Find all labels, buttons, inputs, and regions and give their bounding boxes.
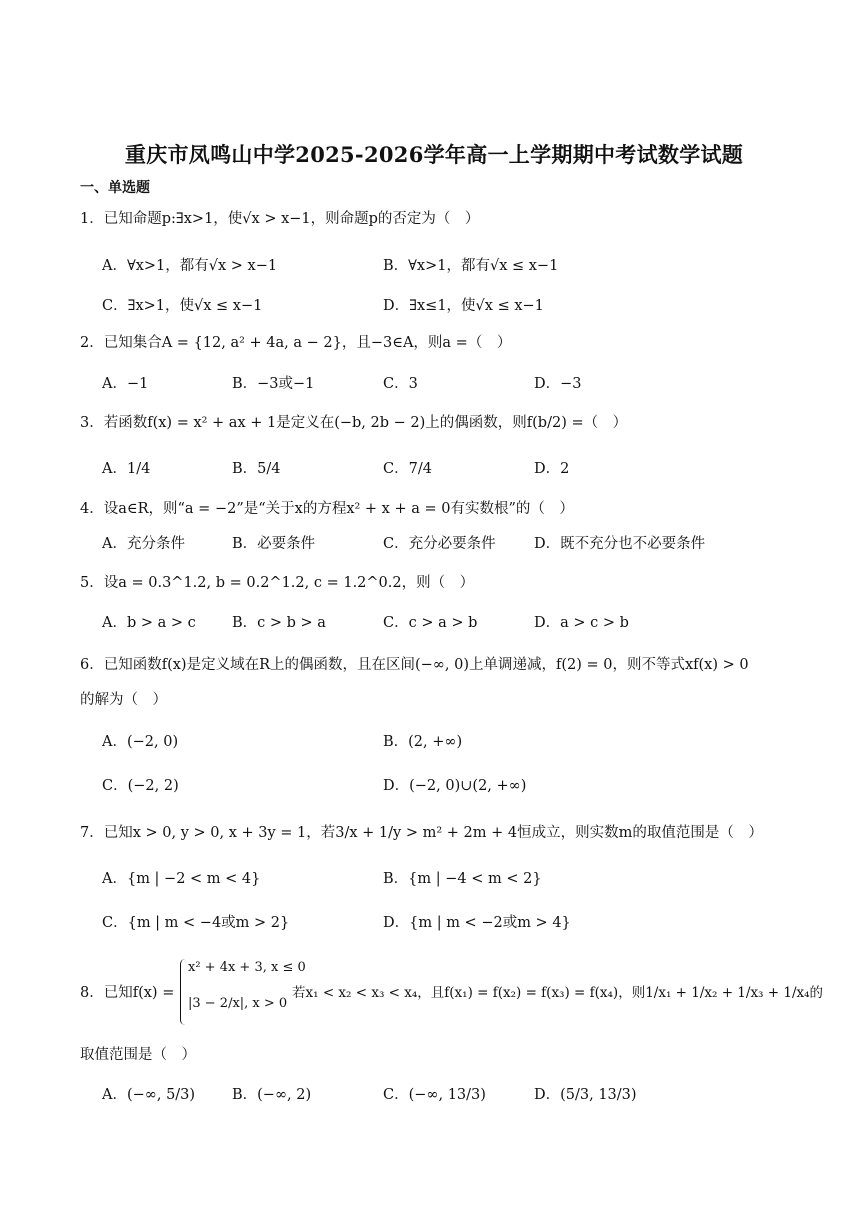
question-2-stem: 2．已知集合A = {12, a² + 4a, a − 2}，且−3∈A，则a =（ ） <box>80 335 512 351</box>
question-5-stem: 5．设a = 0.3^1.2, b = 0.2^1.2, c = 1.2^0.2，则（ ） <box>80 575 475 591</box>
question-3-option-b[interactable]: B．5/4 <box>232 461 281 477</box>
question-8-stem-continued: 取值范围是（ ） <box>80 1047 196 1063</box>
question-8-option-b[interactable]: B．(−∞, 2) <box>232 1087 312 1103</box>
piecewise-brace <box>180 959 185 1025</box>
question-5-option-b[interactable]: B．c > b > a <box>232 615 326 631</box>
section-heading: 一、单选题 <box>80 180 150 196</box>
question-1-option-b[interactable]: B．∀x>1，都有√x ≤ x−1 <box>383 258 559 274</box>
question-1-option-d[interactable]: D．∃x≤1，使√x ≤ x−1 <box>383 298 544 314</box>
question-2-option-b[interactable]: B．−3或−1 <box>232 376 315 392</box>
question-7-stem: 7．已知x > 0, y > 0, x + 3y = 1，若3/x + 1/y > m² + 2m + 4恒成立，则实数m的取值范围是（ ） <box>80 825 763 841</box>
question-2-option-a[interactable]: A．−1 <box>102 376 149 392</box>
question-7-option-c[interactable]: C．{m | m < −4或m > 2} <box>102 915 290 931</box>
question-3-stem: 3．若函数f(x) = x² + ax + 1是定义在(−b, 2b − 2)上的偶函数，则f(b/2) =（ ） <box>80 415 628 431</box>
question-4-option-a[interactable]: A．充分条件 <box>102 536 185 552</box>
question-5-option-d[interactable]: D．a > c > b <box>534 615 629 631</box>
question-3-option-c[interactable]: C．7/4 <box>383 461 432 477</box>
question-1-option-a[interactable]: A．∀x>1，都有√x > x−1 <box>102 258 278 274</box>
question-4-option-d[interactable]: D．既不充分也不必要条件 <box>534 536 706 552</box>
question-2-option-c[interactable]: C．3 <box>383 376 418 392</box>
question-8-option-c[interactable]: C．(−∞, 13/3) <box>383 1087 486 1103</box>
question-4-option-c[interactable]: C．充分必要条件 <box>383 536 496 552</box>
question-8-option-a[interactable]: A．(−∞, 5/3) <box>102 1087 196 1103</box>
question-8-stem-lead: 8．已知f(x) = <box>80 985 175 1001</box>
question-4-stem: 4．设a∈R，则“a = −2”是“关于x的方程x² + x + a = 0有实数根”的（ ） <box>80 501 574 517</box>
exam-title: 重庆市凤鸣山中学2025-2026学年高一上学期期中考试数学试题 <box>124 142 744 167</box>
question-4-option-b[interactable]: B．必要条件 <box>232 536 316 552</box>
question-6-stem: 6．已知函数f(x)是定义域在R上的偶函数，且在区间(−∞, 0)上单调递减，f(2) = 0，则不等式xf(x) > 0 <box>80 657 749 673</box>
question-6-option-d[interactable]: D．(−2, 0)∪(2, +∞) <box>383 778 527 794</box>
question-7-option-a[interactable]: A．{m | −2 < m < 4} <box>102 871 261 887</box>
question-1-option-c[interactable]: C．∃x>1，使√x ≤ x−1 <box>102 298 263 314</box>
question-8-option-d[interactable]: D．(5/3, 13/3) <box>534 1087 637 1103</box>
question-6-stem-continued: 的解为（ ） <box>80 692 167 708</box>
question-3-option-a[interactable]: A．1/4 <box>102 461 151 477</box>
question-8-piece-2: |3 − 2/x|, x > 0 <box>188 996 288 1011</box>
question-3-option-d[interactable]: D．2 <box>534 461 570 477</box>
question-8-stem-body: 若x₁ < x₂ < x₃ < x₄，且f(x₁) = f(x₂) = f(x₃) = f(x₄)，则1/x₁ + 1/x₂ + 1/x₃ + 1/x₄的 <box>292 985 824 1001</box>
question-1-stem: 1．已知命题p:∃x>1，使√x > x−1，则命题p的否定为（ ） <box>80 211 480 227</box>
question-5-option-c[interactable]: C．c > a > b <box>383 615 478 631</box>
question-7-option-d[interactable]: D．{m | m < −2或m > 4} <box>383 915 571 931</box>
question-6-option-a[interactable]: A．(−2, 0) <box>102 734 179 750</box>
question-7-option-b[interactable]: B．{m | −4 < m < 2} <box>383 871 542 887</box>
question-6-option-c[interactable]: C．(−2, 2) <box>102 778 179 794</box>
question-6-option-b[interactable]: B．(2, +∞) <box>383 734 463 750</box>
question-8-piece-1: x² + 4x + 3, x ≤ 0 <box>188 960 306 975</box>
question-2-option-d[interactable]: D．−3 <box>534 376 582 392</box>
question-5-option-a[interactable]: A．b > a > c <box>102 615 196 631</box>
